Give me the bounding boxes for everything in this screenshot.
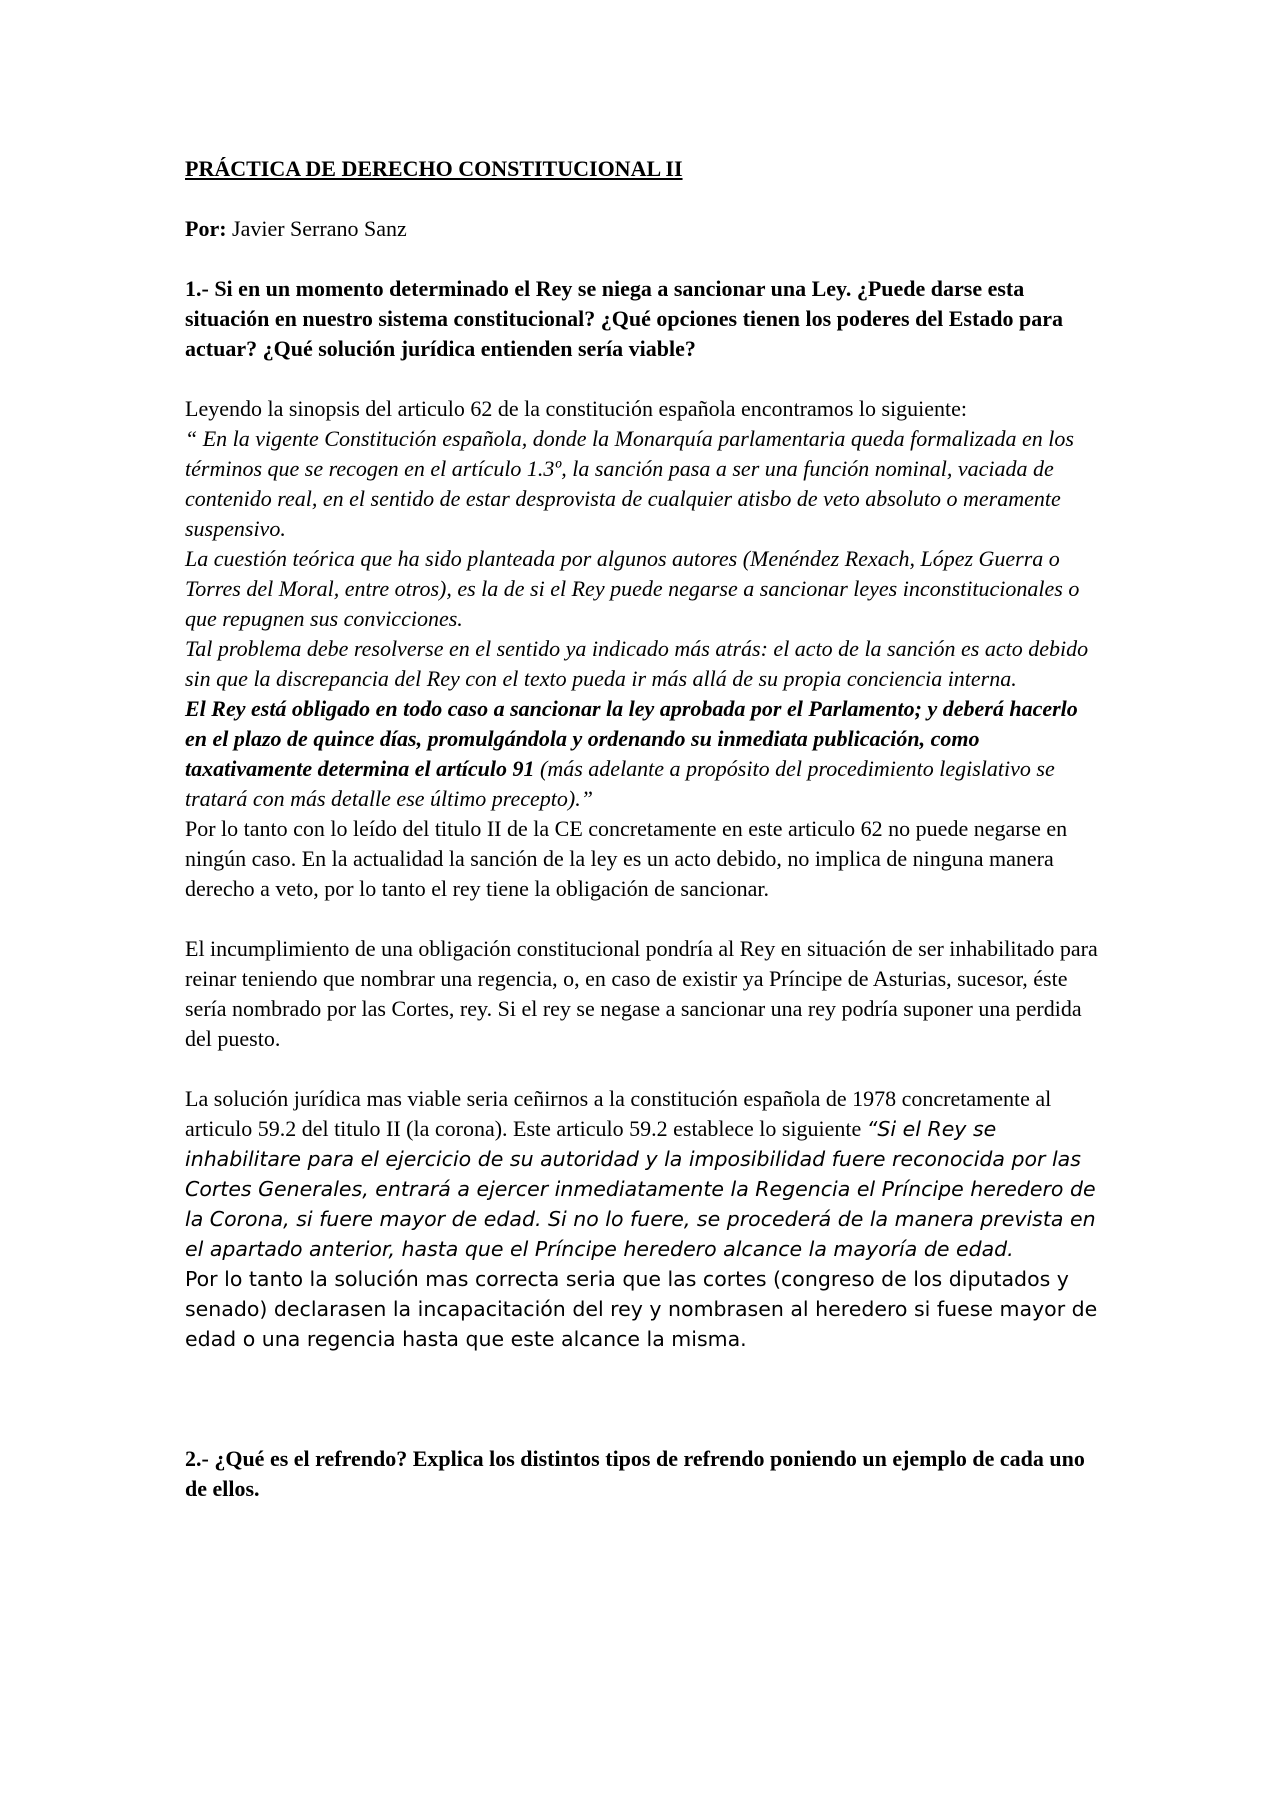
question-1: 1.- Si en un momento determinado el Rey se niega a sancionar una Ley. ¿Puede darse esta situación en nuestro sistema constitucional? ¿Qué opciones tienen los poderes del Estado para actuar? ¿Qué solución jurídica entienden sería viable? xyxy=(185,276,1064,361)
body-paragraph-4: Por lo tanto la solución mas correcta seria que las cortes (congreso de los diputados y senado) declarasen la incapacitación del rey y nombrasen al heredero si fuese mayor de edad o una regencia hasta que este alcance la misma. xyxy=(185,1267,1098,1351)
body-paragraph-2: El incumplimiento de una obligación constitucional pondría al Rey en situación de ser inhabilitado para reinar teniendo que nombrar una regencia, o, en caso de existir ya Príncipe de Asturias, sucesor, éste sería nombrado por las Cortes, rey. Si el rey se negase a sancionar una rey podría suponer una perdida del puesto. xyxy=(185,936,1098,1051)
quote-rest-text: (más adelante a propósito del procedimiento legislativo se tratará con más detalle ese último precepto).” xyxy=(185,756,1055,811)
document-title: PRÁCTICA DE DERECHO CONSTITUCIONAL II xyxy=(185,156,683,181)
body-paragraph-3 xyxy=(185,1084,1105,1264)
body-paragraph-1: Por lo tanto con lo leído del titulo II de la CE concretamente en este articulo 62 no puede negarse en ningún caso. En la actualidad la sanción de la ley es un acto debido, no implica de ninguna manera derecho a veto, por lo tanto el rey tiene la obligación de sancionar. xyxy=(185,816,1068,901)
quote-paragraph-4 xyxy=(185,694,1105,814)
quote-bold-text: El Rey está obligado en todo caso a sancionar la ley aprobada por el Parlamento; y deberá hacerlo en el plazo de quince días, promulgándola y ordenando su inmediata publicación, como taxativamente determina el artículo 91 xyxy=(185,696,1078,781)
author-line xyxy=(185,214,1105,244)
body-paragraph-3-text: La solución jurídica mas viable seria ceñirnos a la constitución española de 1978 concretamente al articulo 59.2 del titulo II (la corona). Este articulo 59.2 establece lo siguiente xyxy=(185,1086,1052,1141)
question-2: 2.- ¿Qué es el refrendo? Explica los distintos tipos de refrendo poniendo un ejemplo de cada uno de ellos. xyxy=(185,1446,1085,1501)
quote-paragraph-3: Tal problema debe resolverse en el sentido ya indicado más atrás: el acto de la sanción es acto debido sin que la discrepancia del Rey con el texto pueda ir más allá de su propia conciencia interna. xyxy=(185,636,1089,691)
intro-paragraph: Leyendo la sinopsis del articulo 62 de la constitución española encontramos lo siguiente: xyxy=(185,396,968,421)
quote-paragraph-2: La cuestión teórica que ha sido planteada por algunos autores (Menéndez Rexach, López Guerra o Torres del Moral, entre otros), es la de si el Rey puede negarse a sancionar leyes inconstitucionales o que repugnen sus convicciones. xyxy=(185,546,1080,631)
document-page xyxy=(185,154,1105,1534)
article-quote: “Si el Rey se inhabilitare para el ejercicio de su autoridad y la imposibilidad fuere reconocida por las Cortes Generales, entrará a ejercer inmediatamente la Regencia el Príncipe heredero de la Corona, si fuere mayor de edad. Si no lo fuere, se procederá de la manera prevista en el apartado anterior, hasta que el Príncipe heredero alcance la mayoría de edad. xyxy=(185,1117,1096,1261)
quote-paragraph-1: “ En la vigente Constitución española, donde la Monarquía parlamentaria queda formalizada en los términos que se recogen en el artículo 1.3º, la sanción pasa a ser una función nominal, vaciada de contenido real, en el sentido de estar desprovista de cualquier atisbo de veto absoluto o meramente suspensivo. xyxy=(185,426,1074,541)
author-label: Por: xyxy=(185,216,227,241)
author-name: Javier Serrano Sanz xyxy=(226,216,407,241)
